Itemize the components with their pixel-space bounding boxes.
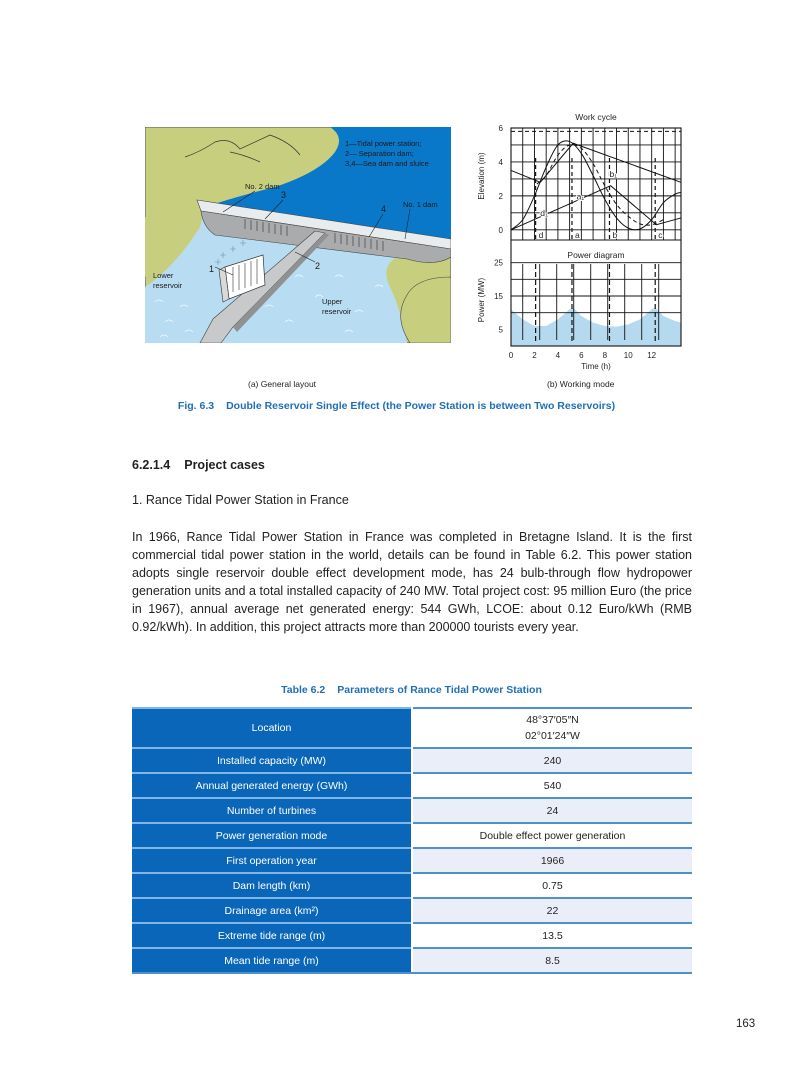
y-tick-label: 25 [494,258,503,268]
annotation-b₁: b₁ [609,169,618,180]
table-value: 8.5 [413,948,692,973]
label-lower-reservoir-2: reservoir [153,281,183,290]
table-key: Power generation mode [132,823,411,848]
annotation-d₁: d₁ [540,208,548,219]
working-mode-chart [470,110,690,375]
y-tick-label: 15 [494,292,503,301]
subcaption-general-layout: (a) General layout [248,379,317,389]
latitude-value: 48°37′05″N [526,714,579,726]
page-number: 163 [736,1018,756,1030]
table-key: Installed capacity (MW) [132,748,411,773]
x-tick-label: 8 [602,351,608,360]
table-value: 22 [413,898,692,923]
table-caption-number: Table 6.2 [281,684,326,696]
label-num-3: 3 [281,190,287,200]
table-row [132,748,692,773]
figure-caption-text: Double Reservoir Single Effect (the Power Station is between Two Reservoirs) [226,400,616,412]
marker-label-a: a [574,230,580,240]
marker-label-c: c [658,230,663,240]
subcaption-working-mode: (b) Working mode [547,379,615,389]
table-row [132,823,692,848]
table-key: Drainage area (km²) [132,898,411,923]
table-key: Mean tide range (m) [132,948,411,973]
table-row [132,898,692,923]
table-value [413,708,692,748]
table-row [132,873,692,898]
table-value: 240 [413,748,692,773]
table-key: Dam length (km) [132,873,411,898]
table-row [132,798,692,823]
label-lower-reservoir-1: Lower [153,271,174,280]
figure-caption [0,400,793,412]
table-value: Double effect power generation [413,823,692,848]
table-key: Number of turbines [132,798,411,823]
x-tick-label: 0 [508,351,514,360]
legend-line-1: 1—Tidal power station; [345,139,422,148]
annotation-a₁: a₁ [576,191,585,202]
section-title: Project cases [184,458,265,472]
label-no2-dam: No. 2 dam [245,182,280,191]
table-value: 1966 [413,848,692,873]
x-tick-label: 4 [555,351,561,360]
section-number: 6.2.1.4 [132,458,171,472]
table-value: 540 [413,773,692,798]
table-row [132,848,692,873]
power-axis-label: Power (MW) [477,277,486,323]
case-title: 1. Rance Tidal Power Station in France [132,493,349,507]
x-tick-label: 10 [623,351,633,360]
work-cycle-title: Work cycle [575,112,617,122]
x-tick-label: 12 [647,351,657,360]
y-tick-label: 2 [498,191,503,201]
series-line-2 [511,143,681,182]
marker-label-d: d [538,230,544,240]
x-tick-label: 6 [579,351,584,360]
table-row [132,948,692,973]
body-paragraph: In 1966, Rance Tidal Power Station in France was completed in Bretagne Island. It is the first commercial tidal power station in the world, details can be found in Table 6.2. This power station adopts single reservoir double effect development mode, has 24 bulb-through flow hydropower generation units and a total installed capacity of 240 MW. Total project cost: 95 million Euro (the price in 1967), annual average net generated energy: 544 GWh, LCOE: about 0.12 Euro/kWh (RMB 0.92/kWh). In addition, this project attracts more than 200000 tourists every year. [132,530,692,634]
y-tick-label: 0 [498,225,503,235]
section-heading [132,458,265,472]
elevation-axis-label: Elevation (m) [477,152,486,200]
longitude-value: 02°01′24″W [525,730,580,742]
table-caption-text: Parameters of Rance Tidal Power Station [337,684,542,696]
table-row [132,773,692,798]
general-layout-illustration [145,127,451,343]
table-value: 24 [413,798,692,823]
y-tick-label: 4 [498,157,503,167]
legend-line-3: 3,4—Sea dam and sluice [345,159,429,168]
power-diagram-title: Power diagram [567,250,625,260]
table-key: Extreme tide range (m) [132,923,411,948]
table-value: 0.75 [413,873,692,898]
parameters-table [132,707,692,974]
figure-caption-number: Fig. 6.3 [177,400,215,412]
x-tick-label: 2 [532,351,537,360]
label-upper-reservoir-1: Upper [322,297,343,306]
y-tick-label: 5 [498,325,503,335]
label-num-1: 1 [209,264,215,274]
label-num-2: 2 [315,261,321,271]
marker-label-b: b [612,230,618,240]
table-row-location [132,708,692,748]
table-key: First operation year [132,848,411,873]
table-key: Location [132,708,411,748]
label-num-4: 4 [381,204,387,214]
y-tick-label: 6 [498,124,503,133]
table-key: Annual generated energy (GWh) [132,773,411,798]
table-row [132,923,692,948]
table-caption [0,684,793,696]
label-upper-reservoir-2: reservoir [322,307,352,316]
legend-line-2: 2— Separation dam; [345,149,414,158]
label-no1-dam: No. 1 dam [403,200,438,209]
x-axis-label: Time (h) [581,362,611,371]
table-value: 13.5 [413,923,692,948]
